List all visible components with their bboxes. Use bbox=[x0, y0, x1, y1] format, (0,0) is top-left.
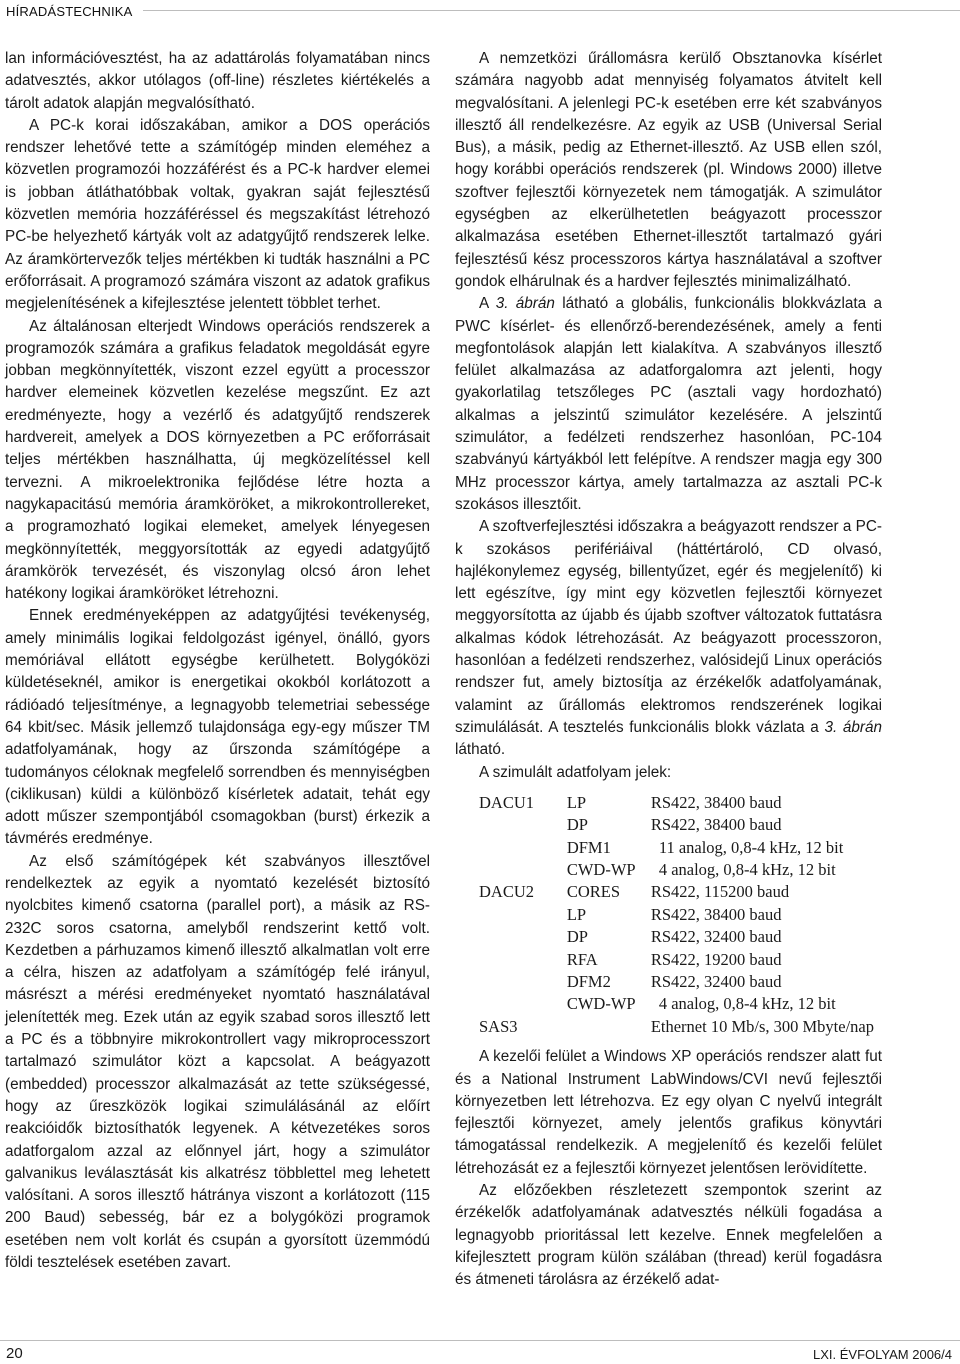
header-divider bbox=[143, 10, 960, 11]
table-row bbox=[479, 993, 882, 1015]
paragraph-figure-reference bbox=[455, 293, 882, 516]
table-row bbox=[479, 837, 882, 859]
table-row bbox=[479, 814, 882, 836]
table-cell-spec: RS422, 38400 baud bbox=[650, 792, 782, 812]
table-cell-spec: RS422, 19200 baud bbox=[650, 949, 782, 969]
table-cell-device bbox=[479, 814, 567, 836]
table-cell-device bbox=[479, 971, 567, 993]
table-cell-spec: RS422, 38400 baud bbox=[650, 815, 782, 835]
paragraph: A PC-k korai időszakában, amikor a DOS operációs rendszer lehetővé tette a számítógép minden eleméhez a közvetlen programozói hozzáférést és a PC-k hardver elemei is jobban átláthatóbbak voltak, gyakran saját fejlesztésű közvetlen memória hozzáféréssel és megszakítást létrehozó PC-be helyezhető kártyák volt az adatgyűjtő rendszerek lelke. Az áramkörtervezők teljes mértékben ki tudták használni a PC erőforrásait. A programozó számára viszont az adatok grafikus megjelenítésének a kifejlesztése jelentett többlet terhet. bbox=[5, 116, 430, 313]
data-stream-table bbox=[479, 792, 882, 1038]
text-run: látható a globális, funkcionális blokkvázlata a PWC kísérlet- és ellenőrző-berendezésének, amely a fenti megfontolások alapján lett kialakítva. A szabványos illesztő felület alkalmazása az adatforgalomra azt jelenti, hogy gyakorlatilag tetszőleges PC (asztali vagy hordozható) alkalmas a jelszintű szimulátor kezelésére. A jelszintű szimulátor, a fedélzeti rendszerhez hasonlóan, PC-104 szabványú kártyákból lett felépítve. A rendszer magja egy 300 MHz processzor kártya, amely tartalmazza az asztali PC-k szokásos illesztőit. bbox=[455, 295, 883, 513]
table-cell-channel: CWD-WP bbox=[566, 994, 636, 1014]
table-cell-device bbox=[479, 993, 567, 1015]
table-cell-spec: 11 analog, 0,8-4 kHz, 12 bit bbox=[658, 837, 844, 857]
text-run: A bbox=[479, 295, 496, 313]
table-cell-device bbox=[479, 949, 567, 971]
running-header: HÍRADÁSTECHNIKA bbox=[6, 4, 133, 19]
table-cell-spec: RS422, 38400 baud bbox=[650, 904, 782, 924]
footer-divider bbox=[0, 1340, 960, 1341]
page-number: 20 bbox=[6, 1345, 23, 1362]
right-column bbox=[455, 48, 882, 1292]
figure-reference: 3. ábrán bbox=[495, 295, 555, 313]
table-cell-device: DACU2 bbox=[479, 882, 535, 902]
table-cell-channel: DFM1 bbox=[566, 837, 611, 857]
paragraph: A nemzetközi űrállomásra kerülő Obsztanovka kísérlet számára nagyobb adat mennyiség folyamatos átvitelt kell megvalósítani. A jelenlegi PC-k esetében erre két szabványos illesztő áll rendelkezésre. Az egyik az USB (Universal Serial Bus), a másik, pedig az Ethernet-illesztő. Az USB ellen szól, hogy korábbi operációs rendszerek (pl. Windows 2000) illetve szoftver fejlesztői környezetek nem támogatják. A szimulátor egységben az elkerülhetetlen beágyazott processzor alkalmazása esetében Ethernet-illesztőt tartalmazó gyári fejlesztésű kész processzoros kártya használatával a szoftver gondok elhárulnak és a hardver fejlesztés minimalizálható. bbox=[455, 50, 882, 290]
table-cell-channel bbox=[567, 1016, 651, 1038]
text-run: A szoftverfejlesztési időszakra a beágyazott rendszer a PC-k szokásos perifériáival (háttértároló, CD olvasó, hajlékonylemez egység, billentyűzet, egér és megjelenítő) ki lett egészítve, így mint egy közvetlen fejlesztői környezet meggyorsította az újabb és újabb szoftver változatok futtatásra alkalmas kódok létrehozását. Az beágyazott processzoron, hasonlóan a fedélzeti rendszerhez, valósidejű Linux operációs rendszer fut, amely biztosítja az érzékelők adatfolyamának, valamint az űrállomás elektromos rendszerének logikai szimulálását. A tesztelés funkcionális blokk vázlata a bbox=[455, 518, 883, 736]
table-cell-spec: RS422, 115200 baud bbox=[650, 882, 790, 902]
table-cell-spec: Ethernet 10 Mb/s, 300 Mbyte/nap bbox=[650, 1016, 874, 1036]
stream-intro: A szimulált adatfolyam jelek: bbox=[479, 763, 672, 781]
table-cell-spec: RS422, 32400 baud bbox=[650, 972, 782, 992]
table-cell-device bbox=[479, 859, 567, 881]
table-cell-channel: CWD-WP bbox=[566, 860, 636, 880]
left-column bbox=[5, 48, 430, 1274]
table-row bbox=[479, 1016, 882, 1038]
table-cell-device bbox=[479, 926, 567, 948]
paragraph: Az első számítógépek két szabványos illesztővel rendelkeztek az egyik a nyomtató kezelését biztosító nyolcbites kimenő csatorna (parallel port), a másik az RS-232C soros csatorna, amelyből rendszerint kettő volt. Kezdetben a párhuzamos kimenő illesztő alkalmatlan volt erre a célra, hiszen az adatfolyam a számítógép felé irányul, másrészt a mérési eredményeket nyomtató használatával jelenítették meg. Ezek után az egyik szabad soros illesztő lett a PC és a többnyire mikrokontrollert vagy mikroprocesszort tartalmazó szimulátor közt a kapcsolat. A beágyazott (embedded) processzor alkalmazását az tette szükségessé, hogy az űreszközök logikai szimulálásánál az előírt reakcióidők biztosíthatók legyenek. A kétvezetékes soros adatforgalom azzal az előnnyel járt, hogy a szimulátor galvanikus leválasztását kis alkatrész többlettel meg lehetett valósítani. A soros illesztő hátránya viszont a korlátozott (115 200 Baud) sebesség, bár ez a bolygóközi programok esetében nem volt korlát és csupán a gyorsított üzemmódú földi tesztelések esetében zavart. bbox=[5, 852, 430, 1272]
table-cell-device: SAS3 bbox=[479, 1016, 518, 1036]
paragraph-figure-reference bbox=[455, 516, 882, 761]
paragraph: Ennek eredményeképpen az adatgyűjtési tevékenység, amely minimális logikai feldolgozást igényel, önálló, gyors memóriával ellátott egységbe kerülhetett. Bolygóközi küldetéseknél, amikor is energetikai okokból korlátozott a rádióadó teljesítménye, a legnagyobb telemetriai sebessége 64 kbit/sec. Másik jellemző tulajdonsága egy-egy műszer TM adatfolyamának, hogy az űrszonda számítógépe a tudományos céloknak megfelelő sorrendben és mennyiségben (ciklikusan) küldi a különböző kísérletek adatait, tehát egy adott műszer szempontjából csomagokban (burst) érkezik a távmérés eredménye. bbox=[5, 607, 430, 848]
table-cell-channel: CORES bbox=[566, 882, 621, 902]
table-row bbox=[479, 926, 882, 948]
table-cell-device bbox=[479, 837, 567, 859]
issue-label: LXI. ÉVFOLYAM 2006/4 bbox=[813, 1347, 952, 1362]
table-row bbox=[479, 859, 882, 881]
table-cell-channel: RFA bbox=[566, 949, 598, 969]
table-cell-channel: LP bbox=[566, 792, 587, 812]
table-row bbox=[479, 971, 882, 993]
table-cell-channel: LP bbox=[566, 904, 587, 924]
text-run: látható. bbox=[455, 741, 506, 759]
table-cell-channel: DFM2 bbox=[566, 972, 611, 992]
table-cell-device: DACU1 bbox=[479, 792, 535, 812]
table-row bbox=[479, 904, 882, 926]
paragraph: Az előzőekben részletezett szempontok szerint az érzékelők adatfolyamának adatvesztés nélküli fogadása a legnagyobb prioritással lett kezelve. Ennek megfelelően a kifejlesztett program külön szálában (thread) kerül fogadásra és átmeneti tárolásra az érzékelő adat- bbox=[455, 1182, 882, 1289]
table-row bbox=[479, 881, 882, 903]
table-cell-channel: DP bbox=[566, 815, 588, 835]
table-cell-spec: 4 analog, 0,8-4 kHz, 12 bit bbox=[658, 994, 836, 1014]
figure-reference: 3. ábrán bbox=[824, 718, 883, 736]
data-stream-table-body bbox=[479, 792, 882, 1038]
table-row bbox=[479, 949, 882, 971]
table-cell-spec: 4 analog, 0,8-4 kHz, 12 bit bbox=[658, 860, 836, 880]
table-row bbox=[479, 792, 882, 814]
table-cell-device bbox=[479, 904, 567, 926]
paragraph: lan információvesztést, ha az adattárolás folyamatában nincs adatvesztés, akkor utólagos (off-line) részletes kiértékelés a tárolt adatok alapján megvalósítható. bbox=[5, 50, 430, 112]
paragraph: Az általánosan elterjedt Windows operációs rendszerek a programozók számára a grafikus feladatok megoldását egyre jobban megkönnyítették, viszont ezzel együtt a processzor hardver elemeinek közvetlen kezelése megszűnt. Ez azt eredményezte, hogy a vezérlő és adatgyűjtő rendszerek hardvereit, amelyek a DOS környezetben a PC erőforrásait teljes mértékben használhatta, új megközelítéssel kell tervezni. A mikroelektronika fejlődése létre hozta a nagykapacitású memória áramköröket, a mikrokontrollereket, a programozható logikai elemeket, amelyek lényegesen megkönnyítették, meggyorsították az egyedi adatgyűjtő áramkörök tervezését, és viszonylag olcsó áron lehet hatékony logikai áramköröket létrehozni. bbox=[5, 317, 430, 603]
paragraph: A kezelői felület a Windows XP operációs rendszer alatt fut és a National Instrument LabWindows/CVI nevű fejlesztői környezetben lett létrehozva. Ez egy olyan C nyelvű integrált fejlesztői környezet, amely jelentős grafikus könyvtári támogatással rendelkezik. A megjelenítő és kezelői felület létrehozását ez a fejlesztői környezet jelentősen lerövidítette. bbox=[455, 1048, 882, 1177]
table-cell-spec: RS422, 32400 baud bbox=[650, 927, 782, 947]
table-cell-channel: DP bbox=[566, 927, 588, 947]
